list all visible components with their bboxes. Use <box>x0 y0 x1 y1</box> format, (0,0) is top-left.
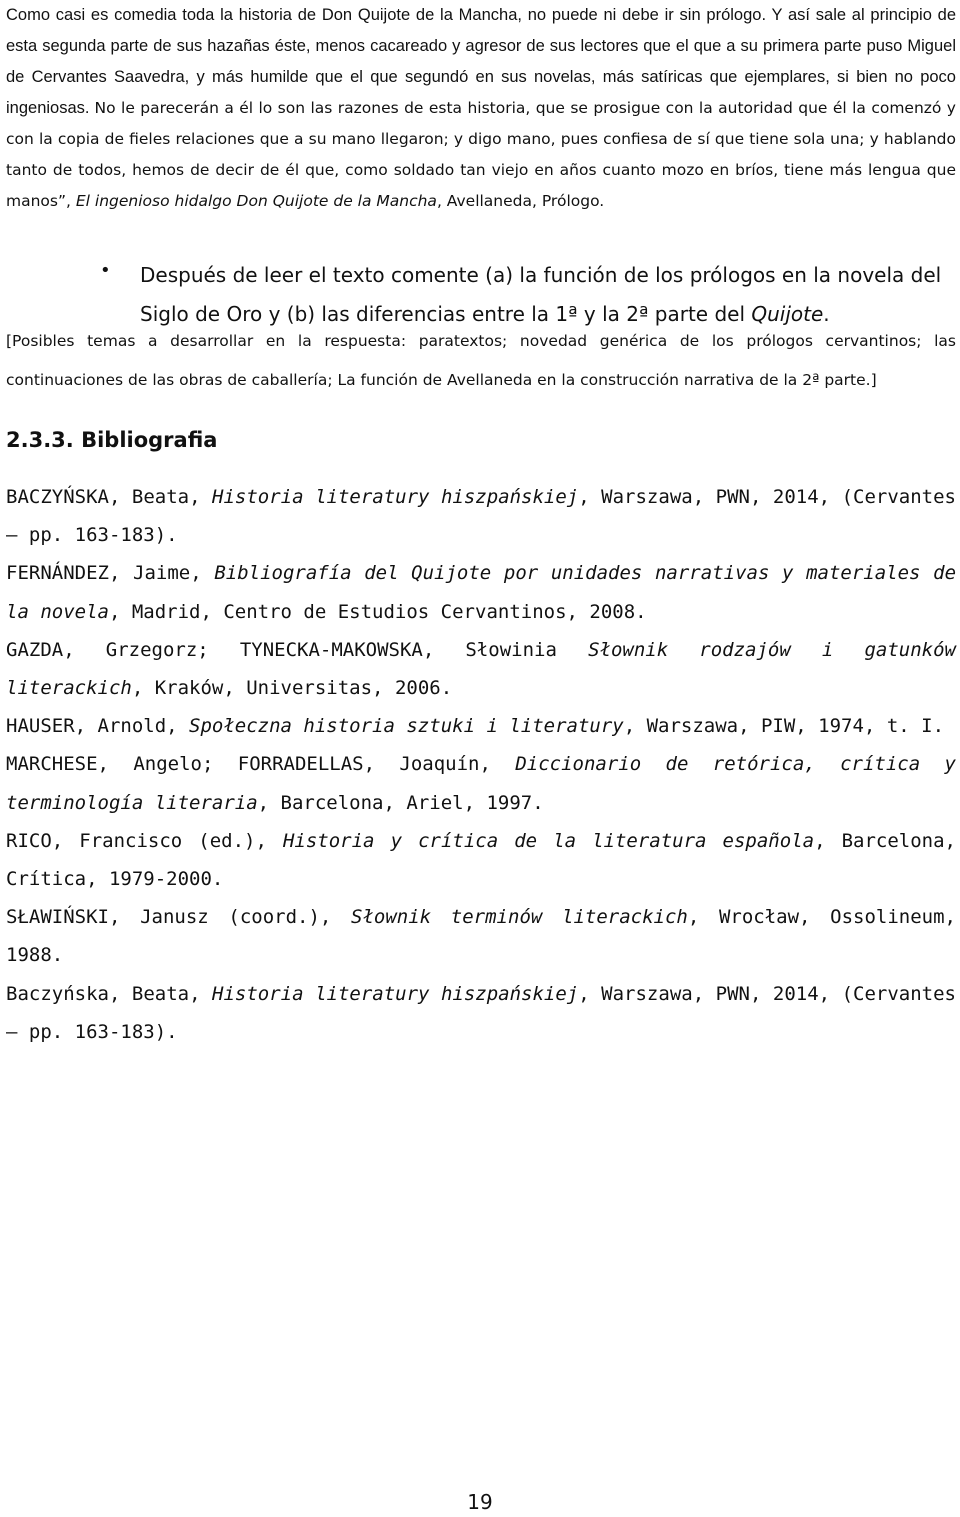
bibliography-entry <box>6 554 956 630</box>
task-end: . <box>823 302 830 326</box>
entry-author: BACZYŃSKA, Beata, <box>6 486 213 508</box>
entry-author: HAUSER, Arnold, <box>6 715 190 738</box>
entry-author: MARCHESE, Angelo; FORRADELLAS, Joaquín, <box>6 753 516 776</box>
entry-details: , Warszawa, PWN, 2014, (Cervantes – pp. 163-183). <box>6 982 956 1043</box>
bibliography-list <box>6 478 956 1051</box>
entry-details: , Kraków, Universitas, 2006. <box>131 677 453 700</box>
bibliography-entry <box>6 822 956 898</box>
entry-title: Słownik rodzajów i gatunków literackich <box>6 638 956 700</box>
entry-details: , Barcelona, Ariel, 1997. <box>257 791 544 814</box>
quote-text-part2: No le parecerán a él lo son las razones de esta historia, que se prosigue con la autoridad que él la comenzó y con la copia de fieles relaciones que a su mano llegaron; y digo mano, pues confiesa de sí que tiene sola una; y hablando tanto de todos, hemos de decir de él que, como soldado tan viejo en años cuanto mozo en bríos, tiene más lengua que manos”, <box>6 99 956 210</box>
bibliography-entry <box>6 898 956 974</box>
bibliography-entry <box>6 975 956 1051</box>
quote-attribution: , Avellaneda, Prólogo. <box>436 192 605 210</box>
bullet-icon <box>100 264 114 278</box>
entry-details: , Barcelona, Crítica, 1979-2000. <box>6 829 956 891</box>
entry-author: RICO, Francisco (ed.), <box>6 829 283 852</box>
entry-details: , Warszawa, PWN, 2014, (Cervantes – pp. 163-183). <box>6 486 956 547</box>
entry-details: , Madrid, Centro de Estudios Cervantinos, 2008. <box>108 600 647 623</box>
bibliography-entry <box>6 707 956 745</box>
bibliography-entry <box>6 745 956 821</box>
entry-title: Historia y crítica de la literatura española <box>282 829 815 852</box>
section-heading: 2.3.3. Bibliografia <box>6 428 218 452</box>
page-number: 19 <box>467 1490 493 1514</box>
entry-title: Historia literatury hiszpańskiej <box>212 486 579 508</box>
entry-author: FERNÁNDEZ, Jaime, <box>6 562 215 585</box>
entry-title: Diccionario de retórica, crítica y terminología literaria <box>6 753 956 814</box>
entry-author: Baczyńska, Beata, <box>6 982 213 1005</box>
entry-title: Słownik terminów literackich <box>351 906 688 929</box>
entry-title: Społeczna historia sztuki i literatury <box>189 715 624 738</box>
entry-author: GAZDA, Grzegorz; TYNECKA-MAKOWSKA, Słowinia <box>6 638 589 661</box>
possible-topics: [Posibles temas a desarrollar en la respuesta: paratextos; novedad genérica de los prólogos cervantinos; las continuaciones de las obras de caballería; La función de Avellaneda en la construcción narrativa de la 2ª parte.] <box>6 332 956 389</box>
quote-work-title: El ingenioso hidalgo Don Quijote de la Mancha <box>75 192 437 210</box>
task-text: Después de leer el texto comente (a) la función de los prólogos en la novela del Siglo de Oro y (b) las diferencias entre la 1ª y la 2ª parte del <box>140 263 942 326</box>
entry-details: , Wrocław, Ossolineum, 1988. <box>6 906 956 967</box>
bibliography-entry <box>6 478 956 554</box>
entry-title: Bibliografía del Quijote por unidades narrativas y materiales de la novela <box>6 562 957 623</box>
quote-paragraph <box>6 0 956 217</box>
entry-title: Historia literatury hiszpańskiej <box>212 982 579 1005</box>
entry-author: SŁAWIŃSKI, Janusz (coord.), <box>6 906 352 929</box>
task-title: Quijote <box>751 302 824 326</box>
bibliography-entry <box>6 631 956 707</box>
quote-text-part1: Como casi es comedia toda la historia de Don Quijote de la Mancha, no puede ni debe ir sin prólogo. Y así sale al principio de esta segunda parte de sus hazañas éste, menos cacareado y agresor de sus lectores que el que a su primera parte puso Miguel de Cervantes Saavedra, y más humilde que el que segundó en sus novelas, más satíricas que ejemplares, si bien no poco ingeniosas. <box>6 6 956 117</box>
entry-details: , Warszawa, PIW, 1974, t. I. <box>623 715 945 738</box>
